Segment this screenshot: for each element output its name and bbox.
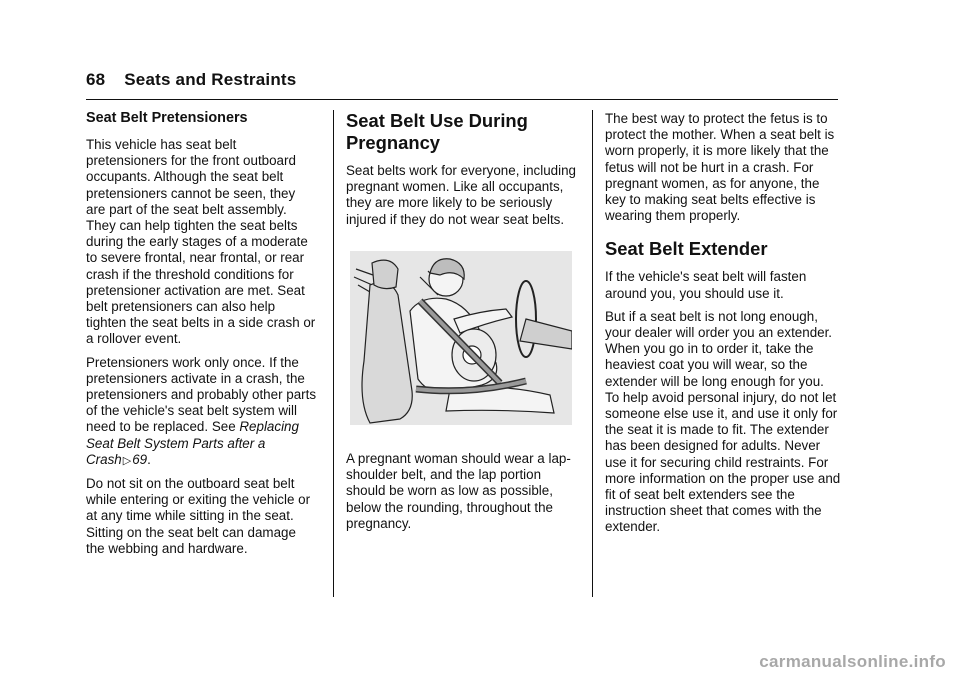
column-1 <box>86 110 318 564</box>
page-reference-arrow-icon: ▷ <box>122 454 132 467</box>
heading-seat-belt-pregnancy: Seat Belt Use During Pregnancy <box>346 110 528 153</box>
section-title: Seats and Restraints <box>124 70 297 89</box>
paragraph-extender-order: But if a seat belt is not long enough, your dealer will order you an extender. When you go in to order it, take the heaviest coat you will wear, so the extender will be long enough for you. To help avoid personal injury, do not let someone else use it, and use it only for the seat it is made to fit. The extender has been designed for adults. Never use it for securing child restraints. For more information on the proper use and fit of seat belt extenders see the instruction sheet that comes with the extender. <box>605 308 841 535</box>
paragraph-do-not-sit: Do not sit on the outboard seat belt while entering or exiting the vehicle or at any time while sitting in the seat. Sitting on the seat belt can damage the webbing and hardware. <box>86 476 311 556</box>
column-divider-left <box>333 110 334 597</box>
watermark-text: carmanualsonline.info <box>759 652 946 671</box>
paragraph-text: Pretensioners work only once. If the pretensioners activate in a crash, the pretensioners and probably other parts of the vehicle's seat belt system will need to be replaced. See <box>86 354 317 435</box>
page-header <box>86 70 296 90</box>
header-divider <box>86 99 838 100</box>
heading-seat-belt-pretensioners: Seat Belt Pretensioners <box>86 110 248 126</box>
paragraph-end: . <box>147 451 151 467</box>
column-3 <box>605 111 841 543</box>
heading-seat-belt-extender: Seat Belt Extender <box>605 238 768 260</box>
column-divider-right <box>592 110 593 597</box>
cross-reference-page: 69 <box>132 451 148 467</box>
paragraph-extender-fasten: If the vehicle's seat belt will fasten around you, you should use it. <box>605 269 807 301</box>
column-2 <box>346 110 580 539</box>
paragraph-pretensioners-intro: This vehicle has seat belt pretensioners for the front outboard occupants. Although the seat belt pretensioners cannot be seen, they are part of the seat belt assembly. They can help tighten the seat belts during the early stages of a moderate to severe frontal, near frontal, or rear crash if the threshold conditions for pretensioner activation are met. Seat belt pretensioners can also help tighten the seat belts in a side crash or a rollover event. <box>86 137 316 347</box>
paragraph-pretensioners-once <box>86 355 318 469</box>
paragraph-protect-fetus: The best way to protect the fetus is to protect the mother. When a seat belt is worn properly, it is more likely that the fetus will not be hurt in a crash. For pregnant women, as for anyone, the key to making seat belts effective is wearing them properly. <box>605 111 835 224</box>
paragraph-pregnancy-intro: Seat belts work for everyone, including pregnant women. Like all occupants, they are more likely to be seriously injured if they do not wear seat belts. <box>346 163 576 227</box>
page-number: 68 <box>86 70 106 89</box>
cross-reference-title: Replacing Seat Belt System Parts after a Crash <box>86 419 299 467</box>
pregnant-woman-seat-belt-illustration <box>350 251 572 425</box>
paragraph-pregnancy-caption: A pregnant woman should wear a lap-shoulder belt, and the lap portion should be worn as low as possible, below the rounding, throughout the pregnancy. <box>346 451 571 531</box>
